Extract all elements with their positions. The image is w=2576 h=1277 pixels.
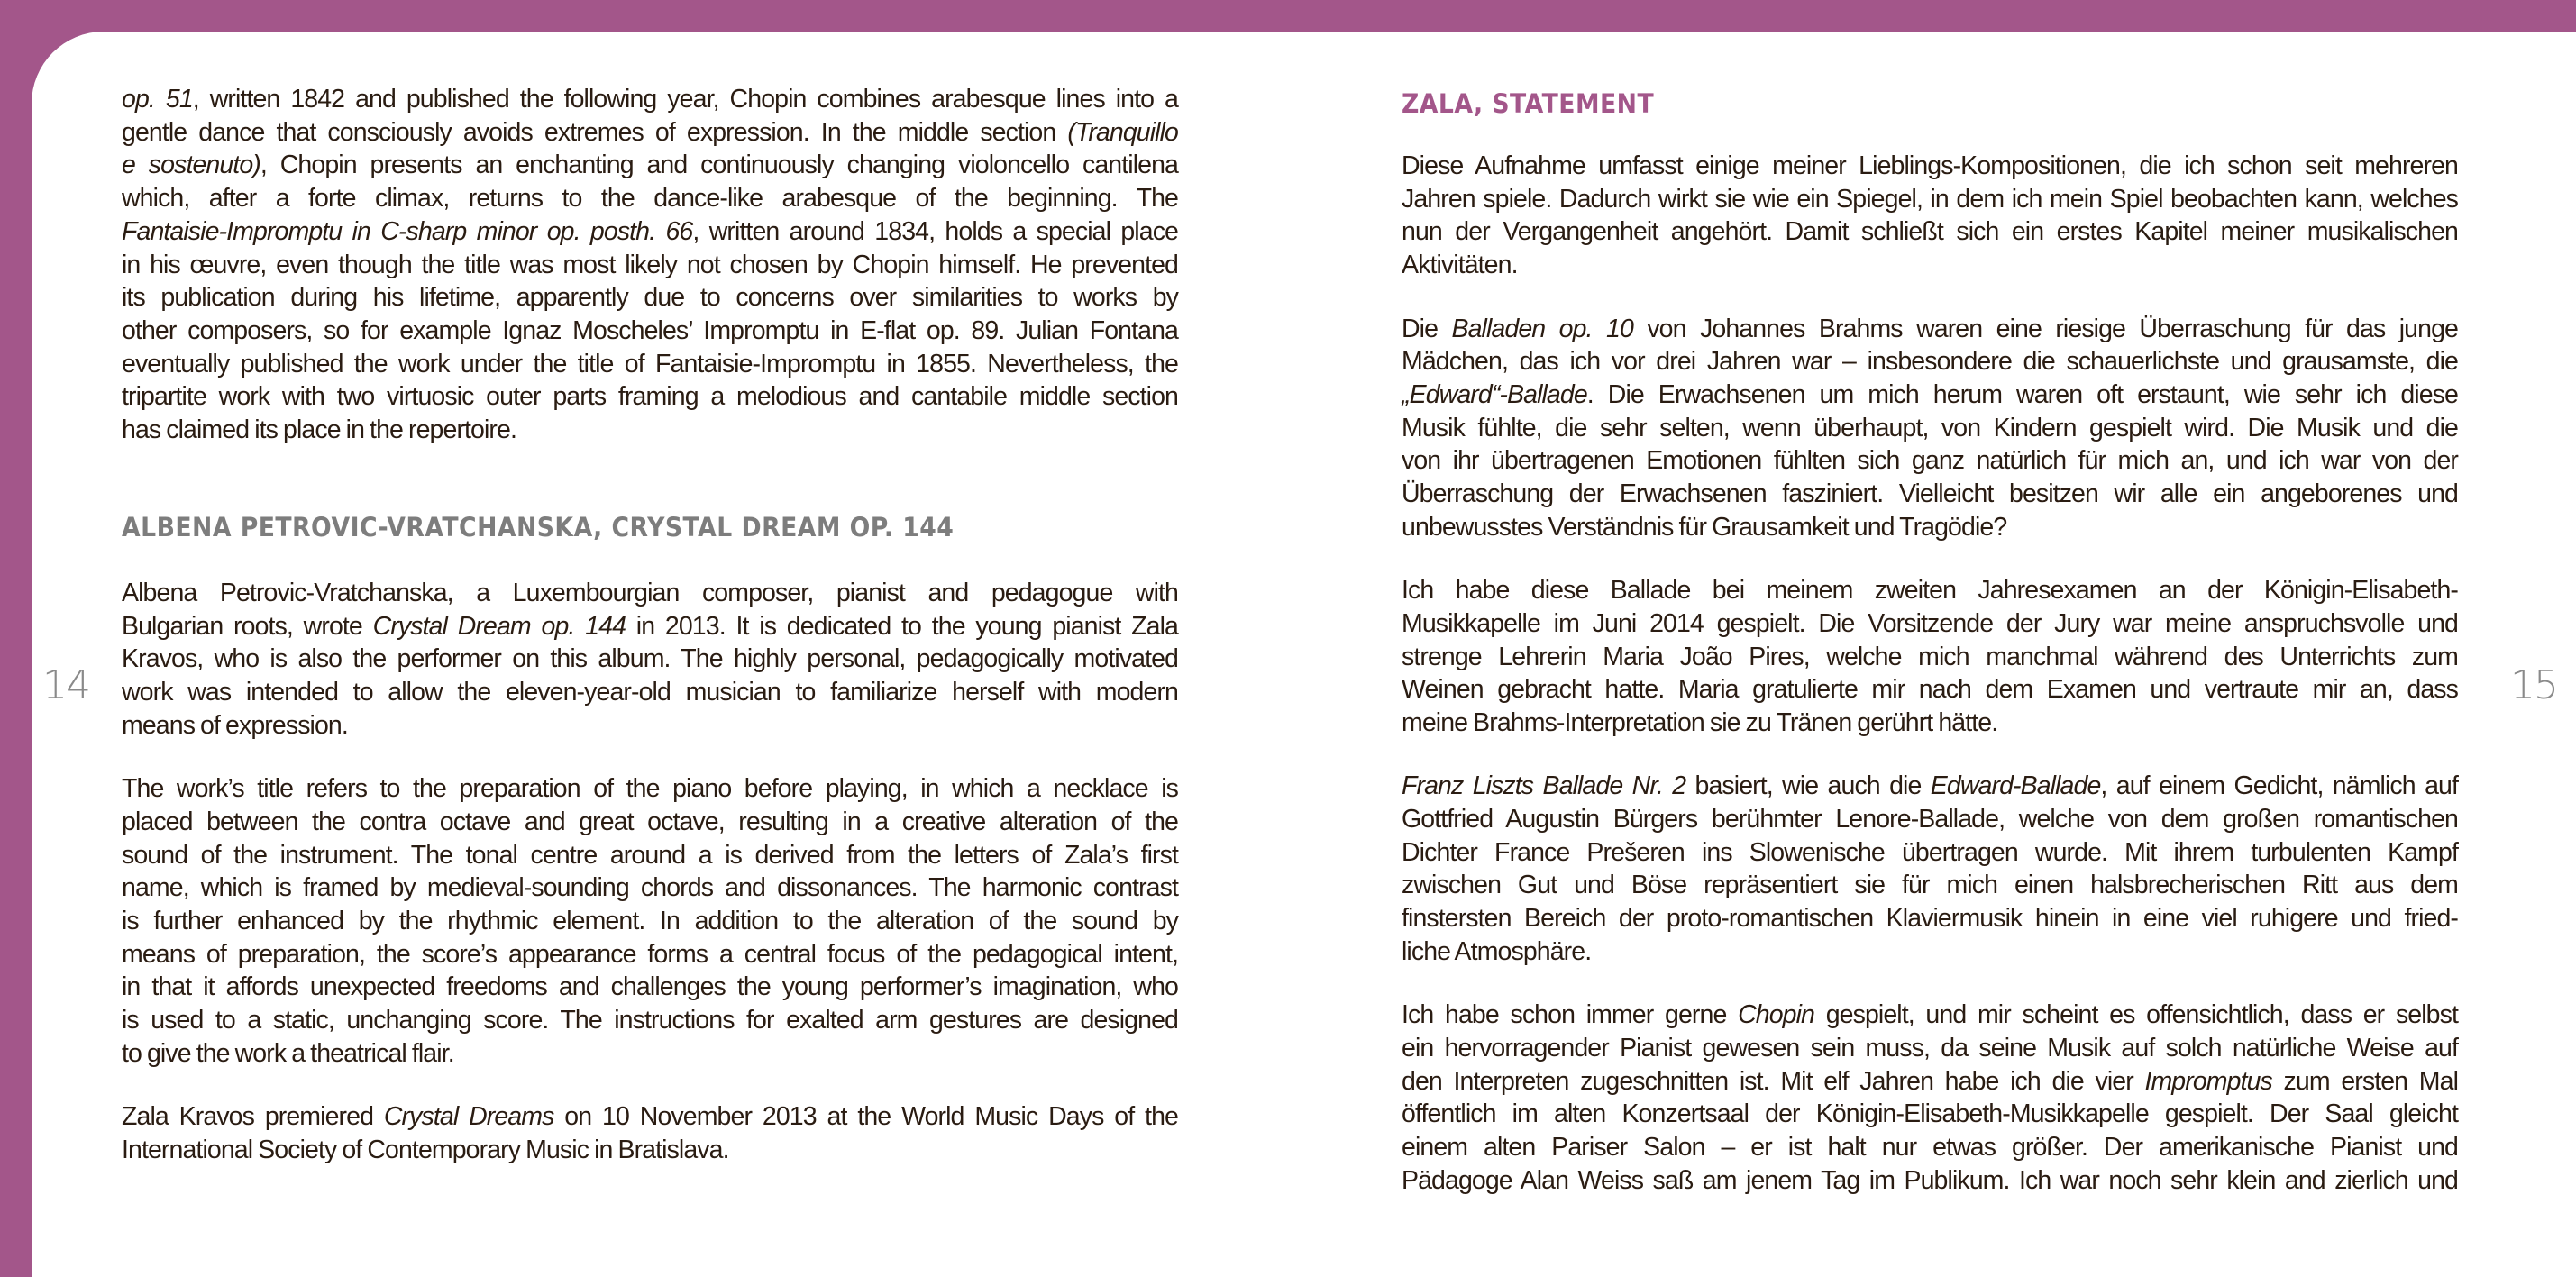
text-run: to give the work a theatrical flair. [122,1038,454,1068]
text-line [1402,412,2458,444]
text-line [1402,902,2458,935]
text-line [1402,1131,2458,1163]
text-run: eventually published the work under the title of Fantaisie-Impromptu in 1855. Nevertheless, the [122,349,1178,379]
text-line [122,215,1178,248]
italic-title: Crystal Dream op. 144 [372,611,626,641]
booklet-spread [32,32,2576,1277]
text-run: strenge Lehrerin Maria João Pires, welche mich manchmal während des Unterrichts zum [1402,642,2458,671]
text-line [122,938,1178,971]
italic-title: „Edward“-Ballade [1402,379,1587,409]
text-run: von Johannes Brahms waren eine riesige Überraschung für das junge [1632,314,2458,343]
text-run: finstersten Bereich der proto-romantischen Klaviermusik hinein in eine viel ruhigere und fried- [1402,904,2458,934]
italic-title: Balladen op. 10 [1451,314,1633,343]
text-line [122,971,1178,1003]
text-line [122,116,1178,149]
text-run: The work’s title refers to the preparation of the piano before playing, in which a necklace is [122,774,1178,804]
text-line [122,871,1178,904]
text-line [1402,999,2458,1031]
text-run: basiert, wie auch die [1685,771,1931,801]
text-line [122,83,1178,115]
text-run: zwischen Gut und Böse repräsentiert sie für mich einen halsbrecherischen Ritt aus dem [1402,871,2458,900]
text-run: , Chopin presents an enchanting and continuously changing violoncello cantilena [260,151,1178,180]
text-line [122,577,1178,609]
text-run: den Interpreten zugeschnitten ist. Mit elf Jahren habe ich die vier [1402,1066,2145,1096]
text-line [1402,574,2458,607]
text-line [122,1037,1178,1070]
text-run: . Die Erwachsenen um mich herum waren oft erstaunt, wie sehr ich diese [1586,379,2458,409]
text-run: von ihr übertragenen Emotionen fühlten sich ganz natürlich für mich an, und ich war von der [1402,446,2458,476]
text-line [122,1134,1178,1166]
text-line [122,281,1178,314]
text-run: Zala Kravos premiered [122,1102,384,1132]
text-run: öffentlich im alten Konzertsaal der Königin-Elisabeth-Musikkapelle gespielt. Der Saal gleicht [1402,1099,2458,1129]
text-run: Musik fühlte, die sehr selten, wenn überhaupt, von Kindern gespielt wird. Die Musik und die [1402,413,2458,442]
text-run: in 2013. It is dedicated to the young pianist Zala [626,611,1178,641]
text-run: International Society of Contemporary Music in Bratislava. [122,1135,729,1164]
text-run: Dichter France Prešeren ins Slowenische übertragen wurde. Mit ihrem turbulenten Kampf [1402,837,2458,867]
text-line [1402,1098,2458,1130]
italic-title: Chopin [1738,1000,1815,1030]
text-run: nun der Vergangenheit angehört. Damit schließt sich ein erstes Kapitel meiner musikalischen [1402,217,2458,247]
text-line [122,249,1178,281]
italic-title: Fantaisie-Impromptu in C-sharp minor op. posth. 66 [122,216,693,246]
text-line [1402,673,2458,706]
text-line [122,348,1178,380]
text-line [122,414,1178,446]
text-run: tripartite work with two virtuosic outer parts framing a melodious and cantabile middle section [122,382,1178,412]
section-heading-zala-statement: ZALA, STATEMENT [1402,88,1655,119]
text-line [122,380,1178,413]
text-line [122,182,1178,214]
section-heading-crystal-dream: ALBENA PETROVIC-VRATCHANSKA, CRYSTAL DREAM OP. 144 [122,512,955,543]
text-line [1402,345,2458,378]
text-line [122,1004,1178,1036]
text-run: Weinen gebracht hatte. Maria gratulierte mir nach dem Examen und vertraute mir an, dass [1402,675,2458,705]
text-run: work was intended to allow the eleven-year-old musician to familiarize herself with modern [122,678,1178,707]
text-run: Mädchen, das ich vor drei Jahren war – insbesondere die schauerlichste und grausamste, die [1402,347,2458,377]
text-run: Kravos, who is also the performer on this album. The highly personal, pedagogically motivated [122,644,1178,674]
text-run: Die [1402,314,1452,343]
text-line [1402,1065,2458,1098]
text-run: ein hervorragender Pianist gewesen sein muss, da seine Musik auf solch natürliche Weise auf [1402,1033,2458,1063]
text-run: has claimed its place in the repertoire. [122,415,516,444]
text-run: Ich habe schon immer gerne [1402,1000,1739,1030]
text-line [1402,836,2458,869]
text-line [1402,707,2458,739]
text-run: Diese Aufnahme umfasst einige meiner Lieblings-Kompositionen, die ich schon seit mehreren [1402,151,2458,180]
text-run: its publication during his lifetime, apparently due to concerns over similarities to works by [122,283,1178,313]
text-line [1402,1164,2458,1197]
text-run: Ich habe diese Ballade bei meinem zweiten Jahresexamen an der Königin-Elisabeth- [1402,576,2458,606]
text-line [122,149,1178,181]
text-run: einem alten Pariser Salon – er ist halt nur etwas größer. Der amerikanische Pianist und [1402,1133,2458,1162]
text-run: Musikkapelle im Juni 2014 gespielt. Die Vorsitzende der Jury war meine anspruchsvolle und [1402,608,2458,638]
text-run: in his œuvre, even though the title was most likely not chosen by Chopin himself. He prevented [122,250,1178,279]
text-line [1402,607,2458,640]
text-line [122,806,1178,838]
text-line [122,643,1178,675]
italic-title: op. 51 [122,85,193,114]
text-run: Bulgarian roots, wrote [122,611,373,641]
text-line [122,905,1178,937]
text-run: placed between the contra octave and great octave, resulting in a creative alteration of the [122,807,1178,836]
italic-title: Edward-Ballade [1930,771,2101,801]
text-line [1402,478,2458,510]
text-run: on 10 November 2013 at the World Music Days of the [553,1102,1178,1132]
text-line [122,772,1178,805]
text-run: , written around 1834, holds a special place [692,216,1178,246]
text-run: Pädagoge Alan Weiss saß am jenem Tag im Publikum. Ich war noch sehr klein and zierlich und [1402,1165,2458,1195]
italic-title: Crystal Dreams [383,1102,554,1132]
page-number-right: 15 [2510,662,2557,708]
text-run: gespielt, und mir scheint es offensichtlich, dass er selbst [1814,1000,2458,1030]
italic-title: Franz Liszts Ballade Nr. 2 [1402,771,1686,801]
text-run: means of expression. [122,710,348,740]
text-line [122,839,1178,871]
page-number-left: 14 [42,662,89,708]
text-run: Jahren spiele. Dadurch wirkt sie wie ein Spiegel, in dem ich mein Spiel beobachten kann, welches [1402,184,2458,214]
text-run: liche Atmosphäre. [1402,936,1592,966]
italic-title: e sostenuto) [122,151,260,180]
text-line [1402,803,2458,835]
text-run: is used to a static, unchanging score. The instructions for exalted arm gestures are designed [122,1006,1178,1035]
text-line [1402,249,2458,281]
text-run: means of preparation, the score’s appearance forms a central focus of the pedagogical intent, [122,939,1178,969]
text-run: Gottfried Augustin Bürgers berühmter Lenore-Ballade, welche von dem großen romantischen [1402,805,2458,834]
text-run: is further enhanced by the rhythmic element. In addition to the alteration of the sound by [122,907,1178,935]
text-line [1402,444,2458,477]
italic-title: Impromptus [2144,1066,2272,1096]
text-line [1402,641,2458,673]
text-line [1402,935,2458,968]
text-line [1402,770,2458,802]
text-line [1402,183,2458,215]
text-run: zum ersten Mal [2271,1066,2458,1096]
text-line [1402,313,2458,345]
italic-title: (Tranquillo [1067,117,1178,147]
text-line [1402,511,2458,543]
text-line [1402,379,2458,411]
text-run: Albena Petrovic-Vratchanska, a Luxembourgian composer, pianist and pedagogue with [122,579,1178,607]
text-line [122,610,1178,643]
text-line [1402,869,2458,901]
text-line [1402,150,2458,182]
text-line [122,1100,1178,1133]
text-line [1402,215,2458,248]
text-line [122,676,1178,708]
text-line [1402,1032,2458,1064]
text-run: sound of the instrument. The tonal centre around a is derived from the letters of Zala’s first [122,840,1178,870]
text-run: meine Brahms-Interpretation sie zu Tränen gerührt hätte. [1402,707,1998,737]
text-run: , auf einem Gedicht, nämlich auf [2100,771,2458,801]
text-line [122,709,1178,742]
text-run: , written 1842 and published the following year, Chopin combines arabesque lines into a [192,85,1178,114]
text-run: in that it affords unexpected freedoms and challenges the young performer’s imagination, who [122,972,1178,1002]
text-line [122,315,1178,347]
text-run: Aktivitäten. [1402,251,1518,280]
text-run: gentle dance that consciously avoids extremes of expression. In the middle section [122,117,1068,147]
text-run: other composers, so for example Ignaz Moscheles’ Impromptu in E-flat op. 89. Julian Fontana [122,315,1178,345]
text-run: which, after a forte climax, returns to the dance-like arabesque of the beginning. The [122,184,1178,214]
text-run: Überraschung der Erwachsenen fasziniert. Vielleicht besitzen wir alle ein angeborenes und [1402,479,2458,508]
text-run: unbewusstes Verständnis für Grausamkeit und Tragödie? [1402,512,2007,542]
text-run: name, which is framed by medieval-sounding chords and dissonances. The harmonic contrast [122,873,1178,903]
